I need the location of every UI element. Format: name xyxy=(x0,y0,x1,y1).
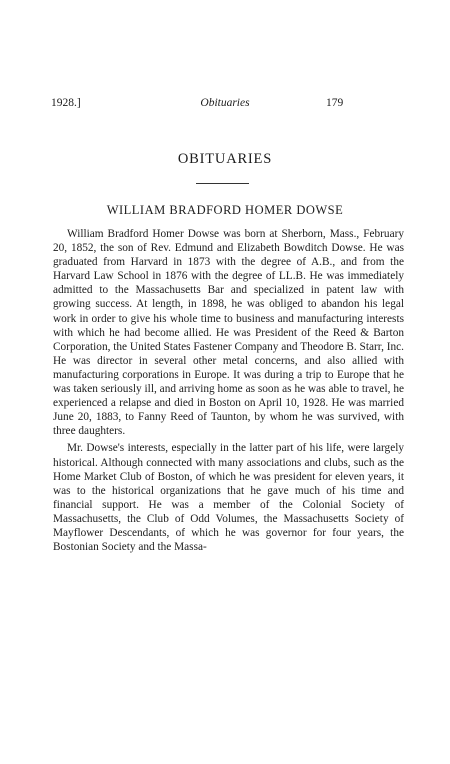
paragraph-1: William Bradford Homer Dowse was born at Sherborn, Mass., February 20, 1852, the son of Rev. Edmund and Elizabeth Bowditch Dowse. He was graduated from Harvard in 1873 with the degree of A.B., and from the Harvard Law School in 1876 with the degree of LL.B. He was immediately admitted to the Massachusetts Bar and specialized in patent law with growing success. At length, in 1898, he was obliged to abandon his legal work in order to give his whole time to business and manufacturing interests with which he had become allied. He was President of the Reed & Barton Corporation, the United States Fastener Company and Theodore B. Starr, Inc. He was director in several other metal concerns, and also allied with manufacturing corporations in Europe. It was during a trip to Europe that he was taken seriously ill, and arriving home as soon as he was able to travel, he experienced a relapse and died in Boston on April 10, 1928. He was married June 20, 1883, to Fanny Reed of Taunton, by whom he was survived, with three daughters. xyxy=(53,228,404,438)
paragraph-2: Mr. Dowse's interests, especially in the latter part of his life, were largely historical. Although connected with many associations and clubs, such as the Home Market Club of Boston, of which he was president for eleven years, it was to the historical organizations that he gave much of his time and financial support. He was a member of the Colonial Society of Massachusetts, the Club of Odd Volumes, the Massachusetts Society of Mayflower Descendants, of which he was governor for four years, the Bostonian Society and the Massa- xyxy=(53,442,404,554)
article-body xyxy=(53,227,404,554)
running-head-title: Obituaries xyxy=(200,97,250,109)
running-head xyxy=(0,97,450,113)
page-number: 179 xyxy=(326,97,344,109)
article-heading: WILLIAM BRADFORD HOMER DOWSE xyxy=(106,203,344,217)
title-divider xyxy=(196,183,249,184)
running-head-year: 1928.] xyxy=(51,97,81,109)
section-title: OBITUARIES xyxy=(177,151,273,167)
